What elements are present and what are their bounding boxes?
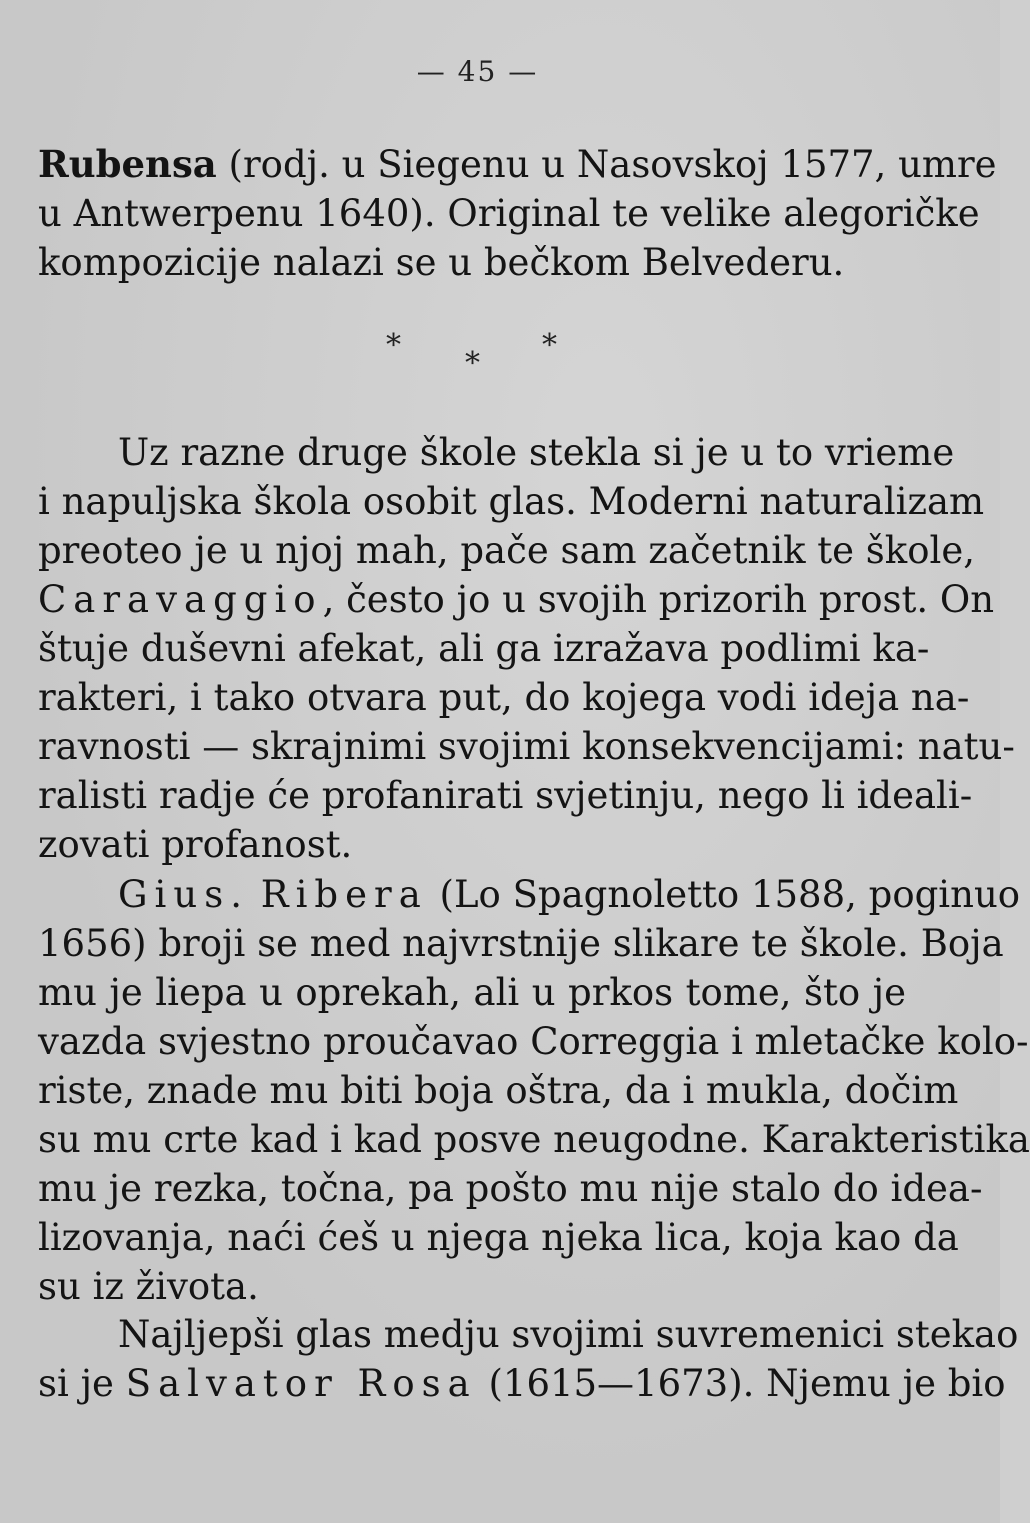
text-line: rakteri, i tako otvara put, do kojega vodi ideja na- <box>38 676 970 719</box>
text-line: i napuljska škola osobit glas. Moderni naturalizam <box>38 480 985 523</box>
text-fragment: (1615—1673). Njemu je bio <box>476 1362 1006 1405</box>
text-line: lizovanja, naći ćeš u njega njeka lica, koja kao da <box>38 1216 959 1259</box>
text-line: su mu crte kad i kad posve neugodne. Karakteristika <box>38 1118 1030 1161</box>
text-line: Uz razne druge škole stekla si je u to vrieme <box>118 431 955 474</box>
paragraph-rubens <box>38 140 997 287</box>
text-line: ralisti radje će profanirati svjetinju, nego li ideali- <box>38 774 973 817</box>
text-line: vazda svjestno proučavao Correggia i mletačke kolo- <box>38 1020 1029 1063</box>
text-line <box>38 140 997 189</box>
asterisk-right: * <box>542 328 557 363</box>
text-line: su iz života. <box>38 1265 259 1308</box>
text-line: preoteo je u njoj mah, pače sam začetnik te škole, <box>38 529 975 572</box>
text-fragment: (Lo Spagnoletto 1588, poginuo <box>427 873 1021 916</box>
text-line: Najljepši glas medju svojimi suvremenici stekao <box>118 1313 1019 1356</box>
text-line: kompozicije nalazi se u bečkom Belvederu. <box>38 241 845 284</box>
text-line: zovati profanost. <box>38 823 353 866</box>
text-line: 1656) broji se med najvrstnije slikare te škole. Boja <box>38 922 1004 965</box>
text-fragment: si je <box>38 1362 126 1405</box>
text-line <box>38 870 1021 919</box>
text-line: štuje duševni afekat, ali ga izražava podlimi ka- <box>38 627 930 670</box>
text-line: ravnosti — skrajnimi svojimi konsekvencijami: natu- <box>38 725 1015 768</box>
text-fragment: (rodj. u Siegenu u Nasovskoj 1577, umre <box>216 143 997 186</box>
asterisk-center: * <box>465 346 480 381</box>
text-line <box>38 575 995 624</box>
text-line: mu je liepa u oprekah, ali u prkos tome, što je <box>38 971 906 1014</box>
spaced-name-salvator-rosa: Salvator Rosa <box>125 1362 477 1405</box>
paragraph-naples-school <box>38 428 1015 869</box>
section-separator-asterism <box>0 328 1000 381</box>
paragraph-salvator-rosa <box>38 1310 1019 1408</box>
spaced-name-ribera: Ribera <box>260 873 428 916</box>
bold-name-rubensa: Rubensa <box>38 142 217 186</box>
text-line <box>38 1359 1006 1408</box>
text-fragment: , često jo u svojih prizorih prost. On <box>322 578 995 621</box>
paragraph-ribera <box>38 870 1030 1311</box>
text-line: mu je rezka, točna, pa pošto mu nije stalo do idea- <box>38 1167 983 1210</box>
spaced-name-caravaggio: Caravaggio <box>38 578 323 621</box>
asterisk-left: * <box>386 328 401 363</box>
page-number: — 45 — <box>416 55 539 88</box>
text-line: riste, znade mu biti boja oštra, da i mukla, dočim <box>38 1069 959 1112</box>
text-line: u Antwerpenu 1640). Original te velike alegoričke <box>38 192 980 235</box>
spaced-name-gius: Gius. <box>118 873 249 916</box>
